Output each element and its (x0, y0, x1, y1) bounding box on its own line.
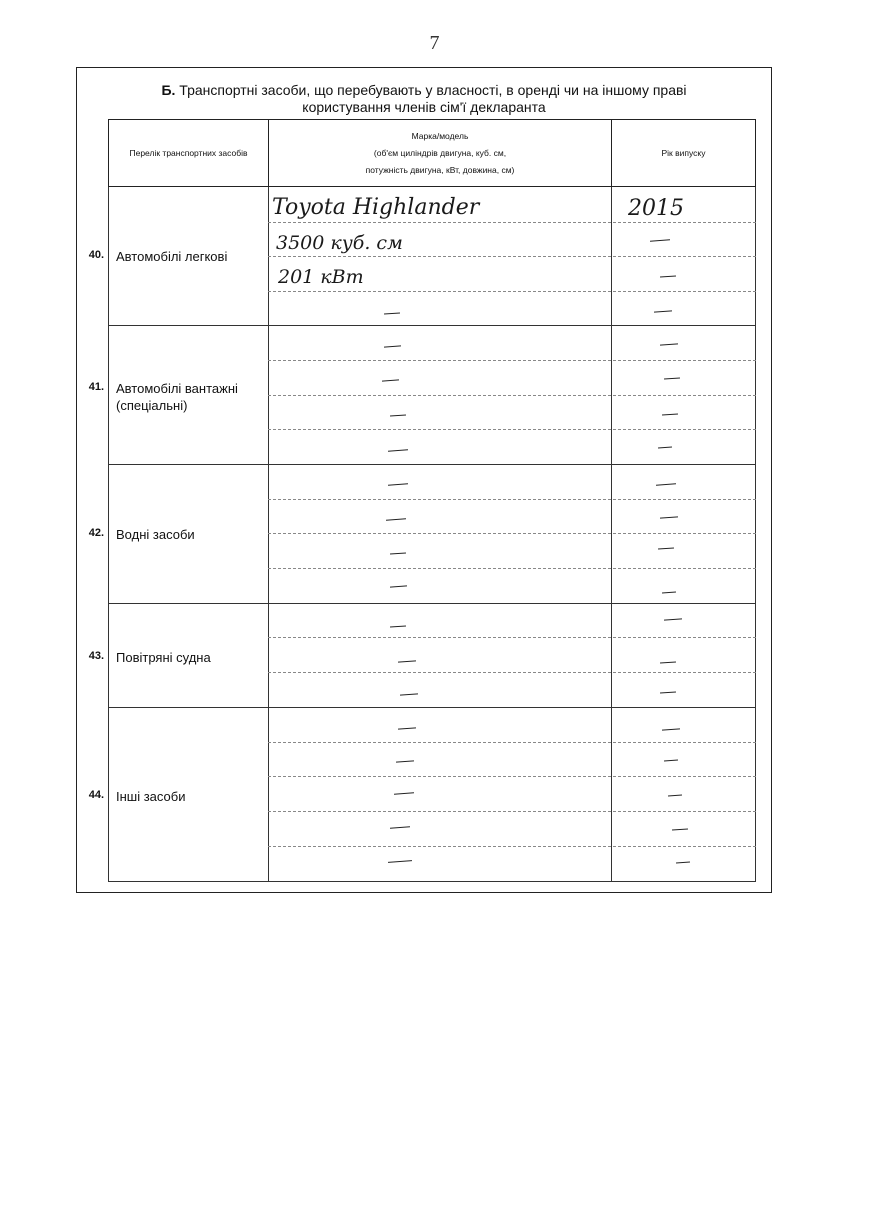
sub-row-line (268, 811, 756, 812)
group-separator (108, 603, 756, 604)
page-number: 7 (429, 32, 440, 54)
sub-row-line (268, 291, 756, 292)
handwritten-model: 201 кВт (278, 266, 364, 288)
section-letter: Б. (161, 82, 176, 98)
sub-row-line (268, 776, 756, 777)
table-left-border (108, 187, 109, 881)
row-number: 42. (88, 527, 104, 539)
header-year-text: Рік випуску (661, 147, 706, 158)
sub-row-line (268, 672, 756, 673)
group-separator (108, 707, 756, 708)
row-label: Водні засоби (116, 527, 195, 542)
handwritten-year: 2015 (628, 196, 684, 221)
row-label (116, 380, 238, 414)
row-number: 44. (88, 789, 104, 801)
row-label: Інші засоби (116, 789, 186, 804)
header-model-line3: потужність двигуна, кВт, довжина, см) (365, 164, 515, 175)
header-year (611, 119, 756, 187)
group-separator (108, 464, 756, 465)
group-separator (108, 325, 756, 326)
row-label-line2: (спеціальні) (116, 398, 188, 413)
header-model-line2: (об'єм циліндрів двигуна, куб. см, (373, 147, 507, 158)
row-number: 41. (88, 381, 104, 393)
handwritten-model: Toyota Highlander (272, 195, 480, 220)
sub-row-line (268, 429, 756, 430)
sub-row-line (268, 568, 756, 569)
header-model-line1: Марка/модель (411, 130, 469, 141)
row-label: Автомобілі легкові (116, 249, 228, 264)
table-bottom-border (108, 881, 756, 882)
header-list-text: Перелік транспортних засобів (129, 147, 248, 158)
row-number: 40. (88, 249, 104, 261)
header-list (108, 119, 269, 187)
row-label: Повітряні судна (116, 650, 211, 665)
declaration-frame (76, 67, 772, 893)
sub-row-line (268, 742, 756, 743)
sub-row-line (268, 499, 756, 500)
section-title-line2: користування членів сім'ї декларанта (302, 99, 546, 115)
sub-row-line (268, 256, 756, 257)
sub-row-line (268, 533, 756, 534)
sub-row-line (268, 846, 756, 847)
section-title (77, 82, 771, 116)
row-number: 43. (88, 650, 104, 662)
sub-row-line (268, 360, 756, 361)
row-label-line1: Автомобілі вантажні (116, 381, 238, 396)
section-title-line1: Транспортні засоби, що перебувають у власності, в оренді чи на іншому праві (175, 82, 687, 98)
sub-row-line (268, 395, 756, 396)
handwritten-model: 3500 куб. см (276, 232, 403, 254)
header-model (268, 119, 612, 187)
sub-row-line (268, 222, 756, 223)
sub-row-line (268, 637, 756, 638)
